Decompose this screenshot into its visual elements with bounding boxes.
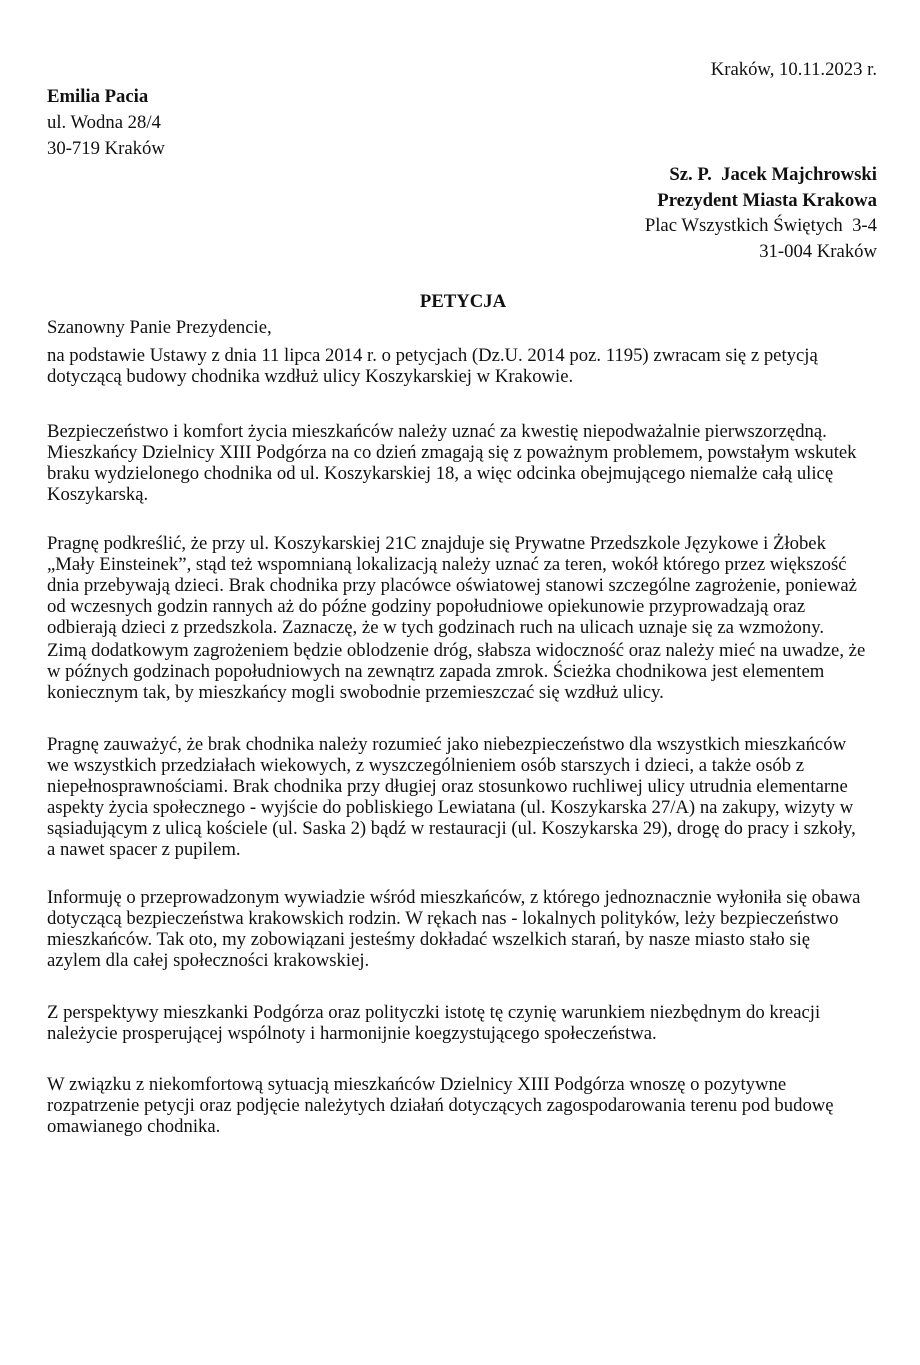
text-line: mieszkańców. Tak oto, my zobowiązani jesteśmy dokładać wszelkich starań, by nasze miasto stało się bbox=[47, 929, 811, 950]
text-line: W związku z niekomfortową sytuacją mieszkańców Dzielnicy XIII Podgórza wnoszę o pozytywne bbox=[47, 1074, 787, 1095]
text-line: aspekty życia społecznego - wyjście do pobliskiego Lewiatana (ul. Koszykarska 27/A) na zakupy, wizyty w bbox=[47, 797, 854, 818]
recipient-position: Prezydent Miasta Krakowa bbox=[657, 189, 877, 211]
text-line: braku wydzielonego chodnika od ul. Koszykarskiej 18, a więc odcinka obejmującego niemalże całą ulicę bbox=[47, 463, 834, 484]
recipient-addressee: Sz. P. Jacek Majchrowski bbox=[669, 164, 877, 185]
text-line: dotyczącą budowy chodnika wzdłuż ulicy Koszykarskiej w Krakowie. bbox=[47, 366, 574, 387]
text-line: Pragnę zauważyć, że brak chodnika należy rozumieć jako niebezpieczeństwo dla wszystkich mieszkańców bbox=[47, 734, 847, 755]
text-line: dotyczącą bezpieczeństwa krakowskich rodzin. W rękach nas - lokalnych polityków, leży bezpieczeństwo bbox=[47, 908, 839, 929]
paragraph bbox=[47, 1002, 820, 1044]
text-line: dnia przebywają dzieci. Brak chodnika przy placówce oświatowej stanowi szczególne zagrożenie, ponieważ bbox=[47, 575, 857, 596]
text-line: Pragnę podkreślić, że przy ul. Koszykarskiej 21C znajduje się Prywatne Przedszkole Językowe i Żłobek bbox=[47, 533, 826, 554]
recipient-city: 31-004 Kraków bbox=[759, 241, 877, 263]
letter-date: Kraków, 10.11.2023 r. bbox=[710, 59, 877, 80]
text-line: Z perspektywy mieszkanki Podgórza oraz polityczki istotę tę czynię warunkiem niezbędnym do kreacji bbox=[47, 1002, 821, 1023]
text-line: „Mały Einsteinek”, stąd też wspomnianą lokalizacją należy uznać za teren, wokół którego przez większość bbox=[47, 554, 847, 575]
intro-paragraph bbox=[47, 345, 818, 387]
text-line: na podstawie Ustawy z dnia 11 lipca 2014 r. o petycjach (Dz.U. 2014 poz. 1195) zwracam się z petycją bbox=[47, 345, 818, 366]
paragraph bbox=[47, 640, 865, 703]
text-line: sąsiadującym z ulicą kościele (ul. Saska 2) bądź w restauracji (ul. Koszykarska 29), drogę do pracy i szkoły, bbox=[47, 818, 856, 839]
paragraph bbox=[47, 887, 860, 971]
text-line: w późnych godzinach popołudniowych na zewnątrz zapada zmrok. Ścieżka chodnikowa jest elementem bbox=[47, 661, 825, 682]
text-line: od wczesnych godzin rannych aż do późne godziny popołudniowe opiekunowie przyprowadzają oraz bbox=[47, 596, 806, 617]
text-line: omawianego chodnika. bbox=[47, 1116, 221, 1137]
text-line: Mieszkańcy Dzielnicy XIII Podgórza na co dzień zmagają się z poważnym problemem, powstałym wskutek bbox=[47, 442, 857, 463]
text-line: należycie prosperującej wspólnoty i harmonijnie koegzystującego społeczeństwa. bbox=[47, 1023, 657, 1044]
greeting: Szanowny Panie Prezydencie, bbox=[47, 317, 272, 338]
recipient-address bbox=[645, 162, 877, 265]
text-line: Bezpieczeństwo i komfort życia mieszkańców należy uznać za kwestię niepodważalnie pierwszorzędną. bbox=[47, 421, 827, 442]
text-line: we wszystkich przedziałach wiekowych, z wyszczególnieniem osób starszych i dzieci, a także osób z bbox=[47, 755, 805, 776]
paragraph bbox=[47, 533, 857, 638]
text-line: niepełnosprawnościami. Brak chodnika przy długiej oraz stosunkowo ruchliwej ulicy utrudnia elementarne bbox=[47, 776, 848, 797]
paragraph bbox=[47, 734, 856, 860]
recipient-street: Plac Wszystkich Świętych 3-4 bbox=[644, 215, 877, 237]
sender-city: 30-719 Kraków bbox=[47, 138, 165, 159]
text-line: odbierają dzieci z przedszkola. Zaznaczę, że w tych godzinach ruch na ulicach uznaje się za wzmożony. bbox=[47, 617, 825, 638]
document-title: PETYCJA bbox=[419, 291, 507, 312]
paragraph bbox=[47, 1074, 834, 1137]
text-line: Informuję o przeprowadzonym wywiadzie wśród mieszkańców, z którego jednoznacznie wyłoniła się obawa bbox=[47, 887, 861, 908]
text-line: azylem dla całej społeczności krakowskiej. bbox=[47, 950, 370, 971]
text-line: a nawet spacer z pupilem. bbox=[47, 839, 241, 860]
paragraph bbox=[47, 421, 857, 505]
sender-street: ul. Wodna 28/4 bbox=[47, 112, 161, 133]
text-line: rozpatrzenie petycji oraz podjęcie należytych działań dotyczących zagospodarowania terenu pod budowę bbox=[47, 1095, 834, 1116]
sender-address bbox=[47, 84, 165, 162]
sender-name: Emilia Pacia bbox=[47, 86, 149, 107]
text-line: Zimą dodatkowym zagrożeniem będzie oblodzenie dróg, słabsza widoczność oraz należy mieć na uwadze, że bbox=[47, 640, 866, 661]
text-line: Koszykarską. bbox=[47, 484, 149, 505]
text-line: koniecznym tak, by mieszkańcy mogli swobodnie przemieszczać się wzdłuż ulicy. bbox=[47, 682, 664, 703]
